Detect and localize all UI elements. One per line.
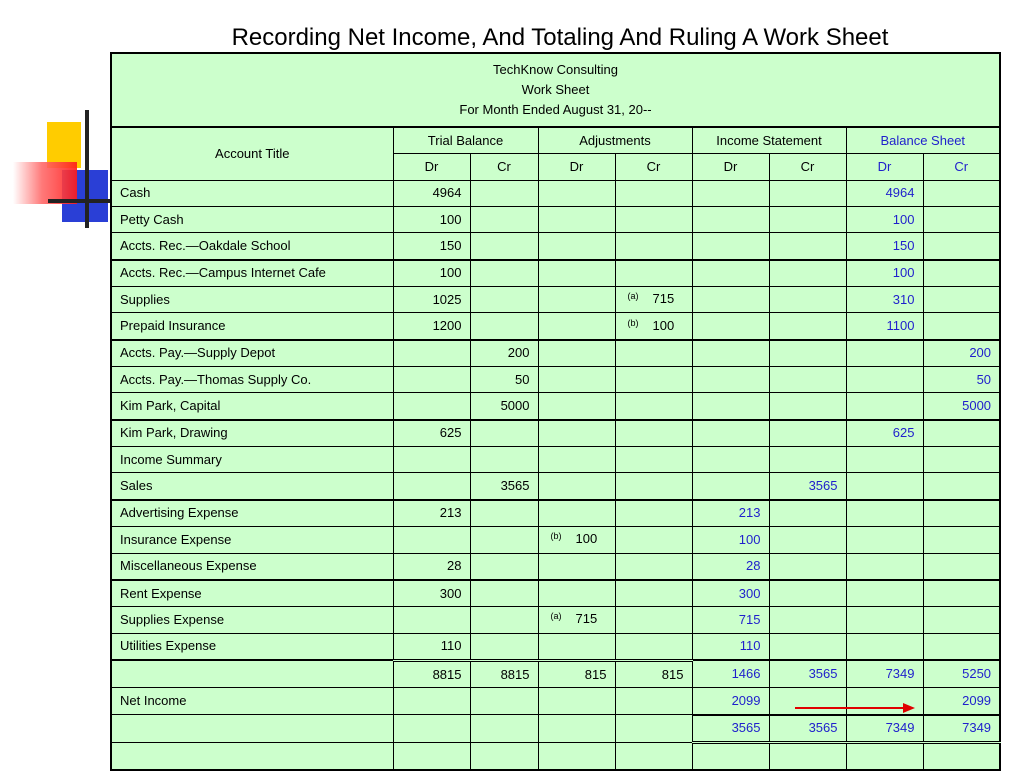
table-row — [111, 420, 1000, 447]
account-title-cell: Income Summary — [111, 447, 393, 473]
adj-cr-cell — [615, 260, 692, 287]
table-row — [111, 260, 1000, 287]
table-row — [111, 367, 1000, 393]
adj-cr-cell — [615, 420, 692, 447]
bs-dr-cell — [846, 527, 923, 553]
account-title-cell: Sales — [111, 473, 393, 500]
is-dr-cell: 715 — [692, 607, 769, 633]
total-is-dr: 1466 — [692, 660, 769, 687]
net-income-adj-dr — [538, 688, 615, 715]
is-dr-cell: 100 — [692, 527, 769, 553]
tb-dr-cell: 110 — [393, 633, 470, 660]
bs-cr-cell — [923, 260, 1000, 287]
account-title-cell: Insurance Expense — [111, 527, 393, 553]
blank-row-cell — [846, 742, 923, 770]
bs-cr-cell — [923, 313, 1000, 340]
is-dr-cell — [692, 393, 769, 420]
account-title-cell: Accts. Pay.—Thomas Supply Co. — [111, 367, 393, 393]
final-title — [111, 715, 393, 743]
balance-sheet-header: Balance Sheet — [846, 127, 1000, 154]
adjustment-letter: (a) — [627, 291, 639, 302]
is-dr-cell: 110 — [692, 633, 769, 660]
tb-dr-cell: 4964 — [393, 180, 470, 206]
net-income-arrow-icon — [795, 701, 915, 715]
income-statement-header: Income Statement — [692, 127, 846, 154]
bs-dr-cell — [846, 473, 923, 500]
adj-cr-cell — [615, 233, 692, 260]
blank-row-cell — [769, 742, 846, 770]
adjustment-amount: 715 — [652, 291, 675, 307]
account-title-cell: Kim Park, Capital — [111, 393, 393, 420]
tb-cr-cell — [470, 607, 538, 633]
bs-dr-cell — [846, 607, 923, 633]
final-tb-dr — [393, 715, 470, 743]
tb-cr-cell — [470, 207, 538, 233]
tb-dr-cell: 100 — [393, 260, 470, 287]
tb-cr-header: Cr — [470, 154, 538, 180]
is-dr-cell — [692, 233, 769, 260]
bs-cr-cell — [923, 180, 1000, 206]
total-bs-cr: 5250 — [923, 660, 1000, 687]
tb-dr-cell — [393, 447, 470, 473]
tb-dr-cell — [393, 527, 470, 553]
is-cr-cell — [769, 260, 846, 287]
final-is-cr: 3565 — [769, 715, 846, 743]
final-tb-cr — [470, 715, 538, 743]
decor-red-gradient — [13, 162, 77, 204]
slide-title: Recording Net Income, And Totaling And Ruling A Work Sheet — [231, 24, 889, 51]
table-row — [111, 500, 1000, 527]
account-title-cell: Supplies Expense — [111, 607, 393, 633]
adj-dr-cell — [538, 553, 615, 580]
tb-cr-cell: 5000 — [470, 393, 538, 420]
adj-cr-cell — [615, 580, 692, 607]
adj-cr-cell — [615, 607, 692, 633]
tb-cr-cell — [470, 580, 538, 607]
adj-cr-cell — [615, 500, 692, 527]
table-row — [111, 313, 1000, 340]
table-row — [111, 233, 1000, 260]
adj-cr-cell — [615, 207, 692, 233]
bs-dr-cell: 4964 — [846, 180, 923, 206]
is-dr-cell — [692, 420, 769, 447]
bs-dr-cell — [846, 447, 923, 473]
decor-vertical-line — [85, 110, 89, 228]
account-title-cell: Kim Park, Drawing — [111, 420, 393, 447]
is-dr-cell — [692, 340, 769, 367]
bs-cr-cell — [923, 473, 1000, 500]
is-cr-cell — [769, 313, 846, 340]
adj-dr-cell — [538, 527, 615, 553]
tb-dr-cell: 213 — [393, 500, 470, 527]
bs-cr-cell — [923, 420, 1000, 447]
adjustment-letter: (a) — [550, 611, 562, 622]
blank-row-cell — [111, 742, 393, 770]
bs-dr-cell: 150 — [846, 233, 923, 260]
adjustment-letter: (b) — [550, 531, 562, 542]
account-title-cell: Prepaid Insurance — [111, 313, 393, 340]
tb-dr-cell: 28 — [393, 553, 470, 580]
adjustment-amount: 100 — [575, 531, 598, 547]
period-label: For Month Ended August 31, 20-- — [459, 102, 652, 117]
tb-cr-cell: 200 — [470, 340, 538, 367]
bs-dr-cell: 310 — [846, 287, 923, 313]
blank-row-cell — [692, 742, 769, 770]
account-title-cell: Accts. Rec.—Oakdale School — [111, 233, 393, 260]
bs-cr-cell — [923, 207, 1000, 233]
table-row — [111, 527, 1000, 553]
adj-cr-cell — [615, 553, 692, 580]
adj-cr-cell — [615, 287, 692, 313]
trial-balance-header: Trial Balance — [393, 127, 538, 154]
is-cr-cell: 3565 — [769, 473, 846, 500]
table-row — [111, 473, 1000, 500]
bs-cr-cell — [923, 633, 1000, 660]
tb-cr-cell — [470, 447, 538, 473]
adj-cr-cell — [615, 447, 692, 473]
final-adj-dr — [538, 715, 615, 743]
tb-dr-cell — [393, 473, 470, 500]
tb-dr-cell: 1025 — [393, 287, 470, 313]
tb-dr-cell: 300 — [393, 580, 470, 607]
account-title-cell: Accts. Rec.—Campus Internet Cafe — [111, 260, 393, 287]
blank-row-cell — [615, 742, 692, 770]
table-row — [111, 607, 1000, 633]
adj-dr-cell — [538, 393, 615, 420]
adj-dr-cell — [538, 340, 615, 367]
account-title-header: Account Title — [111, 127, 393, 180]
bs-cr-cell — [923, 500, 1000, 527]
account-title-cell: Advertising Expense — [111, 500, 393, 527]
adj-cr-cell — [615, 633, 692, 660]
total-tb-dr: 8815 — [393, 660, 470, 687]
blank-row-cell — [393, 742, 470, 770]
is-cr-cell — [769, 527, 846, 553]
is-cr-cell — [769, 580, 846, 607]
tb-cr-cell — [470, 633, 538, 660]
bs-dr-cell: 100 — [846, 207, 923, 233]
is-dr-cell — [692, 473, 769, 500]
adj-dr-header: Dr — [538, 154, 615, 180]
adj-dr-cell — [538, 233, 615, 260]
is-dr-header: Dr — [692, 154, 769, 180]
adj-dr-cell — [538, 473, 615, 500]
table-row — [111, 633, 1000, 660]
bs-dr-cell: 625 — [846, 420, 923, 447]
is-dr-cell — [692, 367, 769, 393]
bs-dr-cell — [846, 393, 923, 420]
table-row — [111, 393, 1000, 420]
bs-cr-cell — [923, 287, 1000, 313]
adj-dr-cell — [538, 420, 615, 447]
table-row — [111, 207, 1000, 233]
bs-cr-cell — [923, 527, 1000, 553]
is-dr-cell: 300 — [692, 580, 769, 607]
is-dr-cell — [692, 287, 769, 313]
adj-dr-cell — [538, 500, 615, 527]
blank-row-cell — [538, 742, 615, 770]
decor-horizontal-line — [48, 199, 110, 203]
bs-cr-cell — [923, 447, 1000, 473]
is-cr-cell — [769, 447, 846, 473]
tb-cr-cell — [470, 180, 538, 206]
adj-cr-header: Cr — [615, 154, 692, 180]
tb-dr-header: Dr — [393, 154, 470, 180]
company-name: TechKnow Consulting — [493, 62, 619, 77]
is-cr-cell — [769, 393, 846, 420]
bs-cr-cell — [923, 607, 1000, 633]
net-income-adj-cr — [615, 688, 692, 715]
is-cr-cell — [769, 287, 846, 313]
adj-dr-cell — [538, 313, 615, 340]
total-adj-dr: 815 — [538, 660, 615, 687]
tb-dr-cell — [393, 607, 470, 633]
totals-title — [111, 660, 393, 687]
bs-dr-cell — [846, 553, 923, 580]
bs-dr-cell — [846, 367, 923, 393]
tb-cr-cell — [470, 260, 538, 287]
account-title-cell: Rent Expense — [111, 580, 393, 607]
tb-dr-cell — [393, 393, 470, 420]
tb-dr-cell — [393, 340, 470, 367]
adj-dr-cell — [538, 580, 615, 607]
tb-cr-cell: 50 — [470, 367, 538, 393]
net-income-bs-cr: 2099 — [923, 688, 1000, 715]
adj-dr-cell — [538, 207, 615, 233]
tb-dr-cell: 100 — [393, 207, 470, 233]
table-row — [111, 553, 1000, 580]
adjustment-letter: (b) — [627, 317, 639, 328]
tb-cr-cell — [470, 420, 538, 447]
total-bs-dr: 7349 — [846, 660, 923, 687]
table-row — [111, 340, 1000, 367]
tb-dr-cell: 1200 — [393, 313, 470, 340]
total-is-cr: 3565 — [769, 660, 846, 687]
net-income-title: Net Income — [111, 688, 393, 715]
adjustment-amount: 715 — [575, 611, 598, 627]
final-is-dr: 3565 — [692, 715, 769, 743]
account-rows — [111, 180, 1000, 660]
adj-cr-cell — [615, 473, 692, 500]
is-dr-cell — [692, 180, 769, 206]
is-dr-cell — [692, 313, 769, 340]
table-row — [111, 180, 1000, 206]
is-cr-cell — [769, 500, 846, 527]
is-dr-cell: 213 — [692, 500, 769, 527]
total-tb-cr: 8815 — [470, 660, 538, 687]
adj-dr-cell — [538, 607, 615, 633]
tb-dr-cell: 150 — [393, 233, 470, 260]
table-row — [111, 447, 1000, 473]
account-title-cell: Petty Cash — [111, 207, 393, 233]
worksheet-heading — [111, 53, 1000, 127]
account-title-cell: Miscellaneous Expense — [111, 553, 393, 580]
final-bs-dr: 7349 — [846, 715, 923, 743]
net-income-tb-cr — [470, 688, 538, 715]
bs-dr-cell — [846, 340, 923, 367]
adj-cr-cell — [615, 393, 692, 420]
net-income-is-dr: 2099 — [692, 688, 769, 715]
adj-cr-cell — [615, 527, 692, 553]
tb-cr-cell — [470, 527, 538, 553]
bs-dr-cell: 1100 — [846, 313, 923, 340]
is-dr-cell — [692, 260, 769, 287]
blank-row-cell — [470, 742, 538, 770]
adj-dr-cell — [538, 447, 615, 473]
bs-cr-cell — [923, 233, 1000, 260]
total-adj-cr: 815 — [615, 660, 692, 687]
bs-cr-cell: 5000 — [923, 393, 1000, 420]
bs-cr-cell — [923, 580, 1000, 607]
account-title-cell: Supplies — [111, 287, 393, 313]
is-cr-cell — [769, 180, 846, 206]
adj-cr-cell — [615, 180, 692, 206]
is-cr-cell — [769, 340, 846, 367]
bs-dr-cell — [846, 500, 923, 527]
bs-cr-cell: 200 — [923, 340, 1000, 367]
is-dr-cell — [692, 447, 769, 473]
bs-cr-cell — [923, 553, 1000, 580]
is-cr-cell — [769, 633, 846, 660]
adjustment-amount: 100 — [652, 317, 675, 333]
tb-dr-cell — [393, 367, 470, 393]
bs-dr-cell — [846, 580, 923, 607]
tb-cr-cell — [470, 233, 538, 260]
account-title-cell: Accts. Pay.—Supply Depot — [111, 340, 393, 367]
bs-dr-header: Dr — [846, 154, 923, 180]
tb-cr-cell — [470, 287, 538, 313]
adj-dr-cell — [538, 180, 615, 206]
table-row — [111, 287, 1000, 313]
adj-cr-cell — [615, 340, 692, 367]
adj-dr-cell — [538, 260, 615, 287]
tb-cr-cell — [470, 500, 538, 527]
is-cr-cell — [769, 233, 846, 260]
adj-cr-cell — [615, 367, 692, 393]
is-cr-cell — [769, 207, 846, 233]
is-cr-cell — [769, 607, 846, 633]
bs-dr-cell — [846, 633, 923, 660]
tb-dr-cell: 625 — [393, 420, 470, 447]
is-cr-cell — [769, 420, 846, 447]
adj-dr-cell — [538, 367, 615, 393]
is-dr-cell — [692, 207, 769, 233]
bs-cr-header: Cr — [923, 154, 1000, 180]
account-title-cell: Utilities Expense — [111, 633, 393, 660]
adj-cr-cell — [615, 313, 692, 340]
adjustments-header: Adjustments — [538, 127, 692, 154]
is-cr-cell — [769, 367, 846, 393]
is-cr-header: Cr — [769, 154, 846, 180]
adj-dr-cell — [538, 633, 615, 660]
work-sheet-table — [110, 52, 1001, 771]
final-adj-cr — [615, 715, 692, 743]
blank-row-cell — [923, 742, 1000, 770]
net-income-tb-dr — [393, 688, 470, 715]
table-row — [111, 580, 1000, 607]
tb-cr-cell — [470, 553, 538, 580]
tb-cr-cell — [470, 313, 538, 340]
tb-cr-cell: 3565 — [470, 473, 538, 500]
final-bs-cr: 7349 — [923, 715, 1000, 743]
adj-dr-cell — [538, 287, 615, 313]
bs-dr-cell: 100 — [846, 260, 923, 287]
is-dr-cell: 28 — [692, 553, 769, 580]
bs-cr-cell: 50 — [923, 367, 1000, 393]
account-title-cell: Cash — [111, 180, 393, 206]
is-cr-cell — [769, 553, 846, 580]
document-name: Work Sheet — [521, 82, 590, 97]
